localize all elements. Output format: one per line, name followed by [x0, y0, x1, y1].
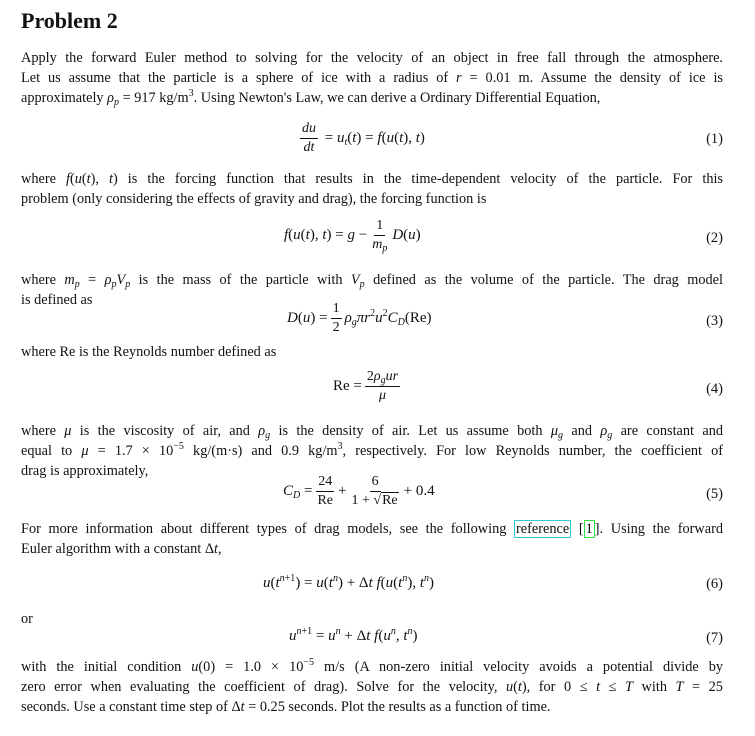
- equation-4-body: Re = $\frac{2\rho_gur}{\mu}$: [333, 369, 399, 403]
- equation-1-number: (1): [706, 131, 723, 147]
- reynolds-intro: [21, 342, 723, 362]
- equation-2-body: f(u(t), t) = g − $\frac{1}{m_p}$ D(u): [284, 218, 421, 254]
- mass-line-1: where $m_p = \rho_pV_p$ is the mass of the particle with $V_p$ defined as the volume of the particle. The drag model: [21, 272, 723, 290]
- citation-link[interactable]: 1: [585, 521, 593, 537]
- drag-models-line-2: Euler algorithm with a constant Δt,: [21, 541, 222, 557]
- viscosity-line-3: drag is approximately,: [21, 463, 149, 479]
- initial-condition-line-3: seconds. Use a constant time step of Δt = 0.25 seconds. Plot the results as a function of time.: [21, 699, 551, 715]
- viscosity-paragraph: [21, 421, 723, 481]
- initial-condition-line-1: with the initial condition $u(0) = 1.0 \times 10^{-5}$ m/s (A non-zero initial velocity avoids a potential divide by: [21, 657, 723, 675]
- equation-1: [0, 120, 755, 164]
- equation-2: [0, 217, 755, 261]
- intro-paragraph: [21, 48, 723, 108]
- equation-5-constant: + 0.4: [403, 483, 435, 499]
- intro-line-1: Apply the forward Euler method to solving for the velocity of an object in free fall through the atmosphere.: [21, 50, 723, 66]
- reference-link[interactable]: reference: [516, 521, 570, 537]
- equation-5: [0, 473, 755, 517]
- equation-6-body: $u(t^{n+1}) = u(t^n) + \Delta t$ $f(u(t^n)$, $t^n$): [263, 573, 434, 591]
- drag-models-line-1: For more information about different types of drag models, see the following reference [ 1 ]. Using the forward: [21, 521, 723, 537]
- equation-1-body: $\frac{du}{dt}$ = $u_t(t) = f(u(t)$, t): [302, 121, 425, 155]
- equation-7-number: (7): [706, 630, 723, 646]
- equation-4: [0, 368, 755, 412]
- viscosity-line-1: where μ is the viscosity of air, and $\rho_g$ is the density of air. Let us assume both $\mu_g$ and $\rho_g$ are constant and: [21, 423, 723, 441]
- equation-2-number: (2): [706, 230, 723, 246]
- or-text: or: [21, 611, 33, 627]
- problem-heading: Problem 2: [21, 8, 118, 33]
- equation-7-body: $u^{n+1} = u^n + \Delta t$ $f(u^n$, $t^n$): [289, 626, 418, 644]
- equation-3-number: (3): [706, 313, 723, 329]
- equation-4-number: (4): [706, 381, 723, 397]
- forcing-paragraph: [21, 169, 723, 209]
- forcing-line-2: problem (only considering the effects of gravity and drag), the forcing function is: [21, 191, 487, 207]
- initial-condition-paragraph: [21, 657, 723, 717]
- forcing-line-1: where f(u(t), t) is the forcing function that results in the time-dependent velocity of the particle. For this: [21, 171, 723, 187]
- equation-3-body: D(u) = $\frac{1}{2}$ $\rho_g\pi r^2u^2C_D(Re)$: [287, 301, 432, 335]
- equation-3: [0, 300, 755, 344]
- drag-models-paragraph: [21, 519, 723, 559]
- equation-6-number: (6): [706, 576, 723, 592]
- equation-5-body: $C_D$ = $\frac{24}{Re}$ + $\frac{6}{1 + √Re}$ + 0.4: [283, 474, 435, 508]
- reynolds-intro-line: where Re is the Reynolds number defined as: [21, 344, 277, 360]
- mass-line-2: is defined as: [21, 292, 93, 308]
- intro-line-2: Let us assume that the particle is a sphere of ice with a radius of r = 0.01 m. Assume the density of ice is: [21, 70, 723, 86]
- equation-5-number: (5): [706, 486, 723, 502]
- initial-condition-line-2: zero error when evaluating the coefficient of drag). Solve for the velocity, u(t), for 0 ≤ t ≤ T with T = 25: [21, 679, 723, 695]
- intro-line-3: approximately $\rho_p = 917$ $kg/m^3$. Using Newton's Law, we can derive a Ordinary Differential Equation,: [21, 88, 601, 108]
- viscosity-line-2: equal to $\mu = 1.7 \times 10^{-5}$ kg/(m·s) and 0.9 $kg/m^3$, respectively. For low Reynolds number, the coefficient of: [21, 441, 724, 459]
